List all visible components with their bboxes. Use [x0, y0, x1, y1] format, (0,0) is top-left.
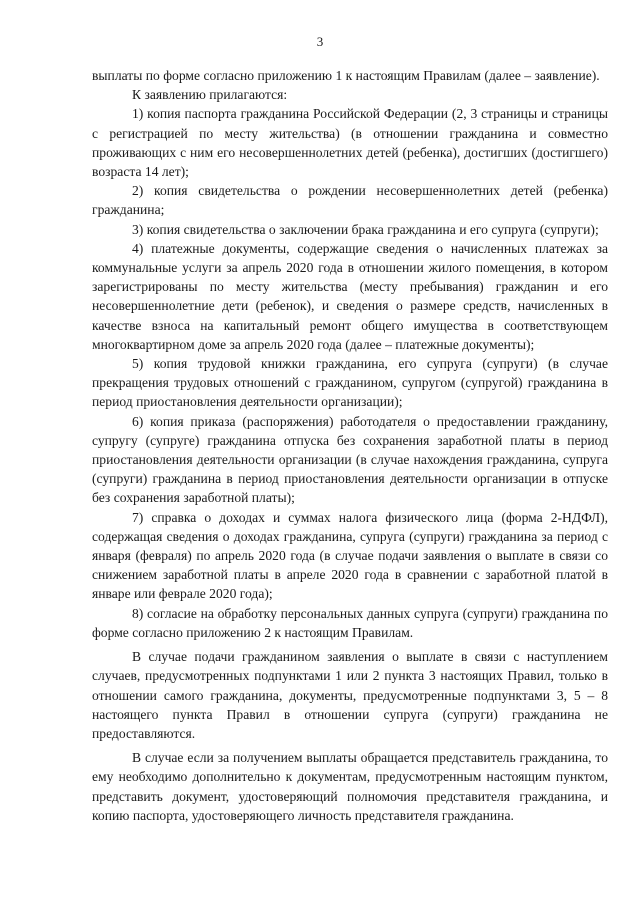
paragraph-8: 7) справка о доходах и суммах налога физического лица (форма 2-НДФЛ), содержащая сведения о доходах гражданина, супруга (супруги) гражданина за период с января (февраля) по апрель 2020 года (в случае подачи заявления о выплате в связи со снижением заработной платы в апреле 2020 года в сравнении с заработной платой в январе или феврале 2020 года);	[92, 509, 608, 602]
paragraph-3: 2) копия свидетельства о рождении несовершеннолетних детей (ребенка) гражданина;	[92, 183, 608, 218]
paragraph-0: выплаты по форме согласно приложению 1 к настоящим Правилам (далее – заявление).	[92, 68, 600, 83]
paragraph-4: 3) копия свидетельства о заключении брака гражданина и его супруга (супруги);	[132, 221, 599, 237]
paragraph-9: 8) согласие на обработку персональных данных супруга (супруги) гражданина по форме согласно приложению 2 к настоящим Правилам.	[92, 605, 608, 640]
paragraph-6: 5) копия трудовой книжки гражданина, его супруга (супруги) (в случае прекращения трудовых отношений с гражданином, супругом (супругой) гражданина в период приостановления деятельности организации);	[92, 356, 608, 410]
document-body	[92, 66, 608, 825]
paragraph-7: 6) копия приказа (распоряжения) работодателя о предоставлении гражданину, супругу (супруге) гражданина отпуска без сохранения заработной платы в период приостановления деятельности организации (в случае нахождения гражданина, супруга (супруги) гражданина в период приостановления деятельности организации в отпуске без сохранения заработной платы);	[92, 413, 608, 506]
paragraph-1: К заявлению прилагаются:	[132, 87, 288, 103]
paragraph-11: В случае если за получением выплаты обращается представитель гражданина, то ему необходимо дополнительно к документам, предусмотренным настоящим пунктом, представить документ, удостоверяющий полномочия представителя гражданина, и копию паспорта, удостоверяющего личность представителя гражданина.	[92, 750, 608, 823]
page-number: 3	[316, 34, 324, 49]
paragraph-10: В случае подачи гражданином заявления о выплате в связи с наступлением случаев, предусмотренных подпунктами 1 или 2 пункта 3 настоящих Правил, только в отношении самого гражданина, документы, предусмотренные подпунктами 3, 5 – 8 настоящего пункта Правил в отношении супруга (супруги) гражданина не предоставляются.	[92, 649, 608, 741]
paragraph-5: 4) платежные документы, содержащие сведения о начисленных платежах за коммунальные услуги за апрель 2020 года в отношении жилого помещения, в котором зарегистрированы по месту жительства (месту пребывания) гражданин и его несовершеннолетние дети (ребенок), и сведения о размере средств, начисленных в качестве взноса на капитальный ремонт общего имущества в соответствующем многоквартирном доме за апрель 2020 года (далее – платежные документы);	[92, 240, 608, 352]
paragraph-2: 1) копия паспорта гражданина Российской Федерации (2, 3 страницы и страницы с регистрацией по месту жительства) (в отношении гражданина и совместно проживающих с ним его несовершеннолетних детей (ребенка), достигших (достигшего) возраста 14 лет);	[92, 106, 608, 180]
